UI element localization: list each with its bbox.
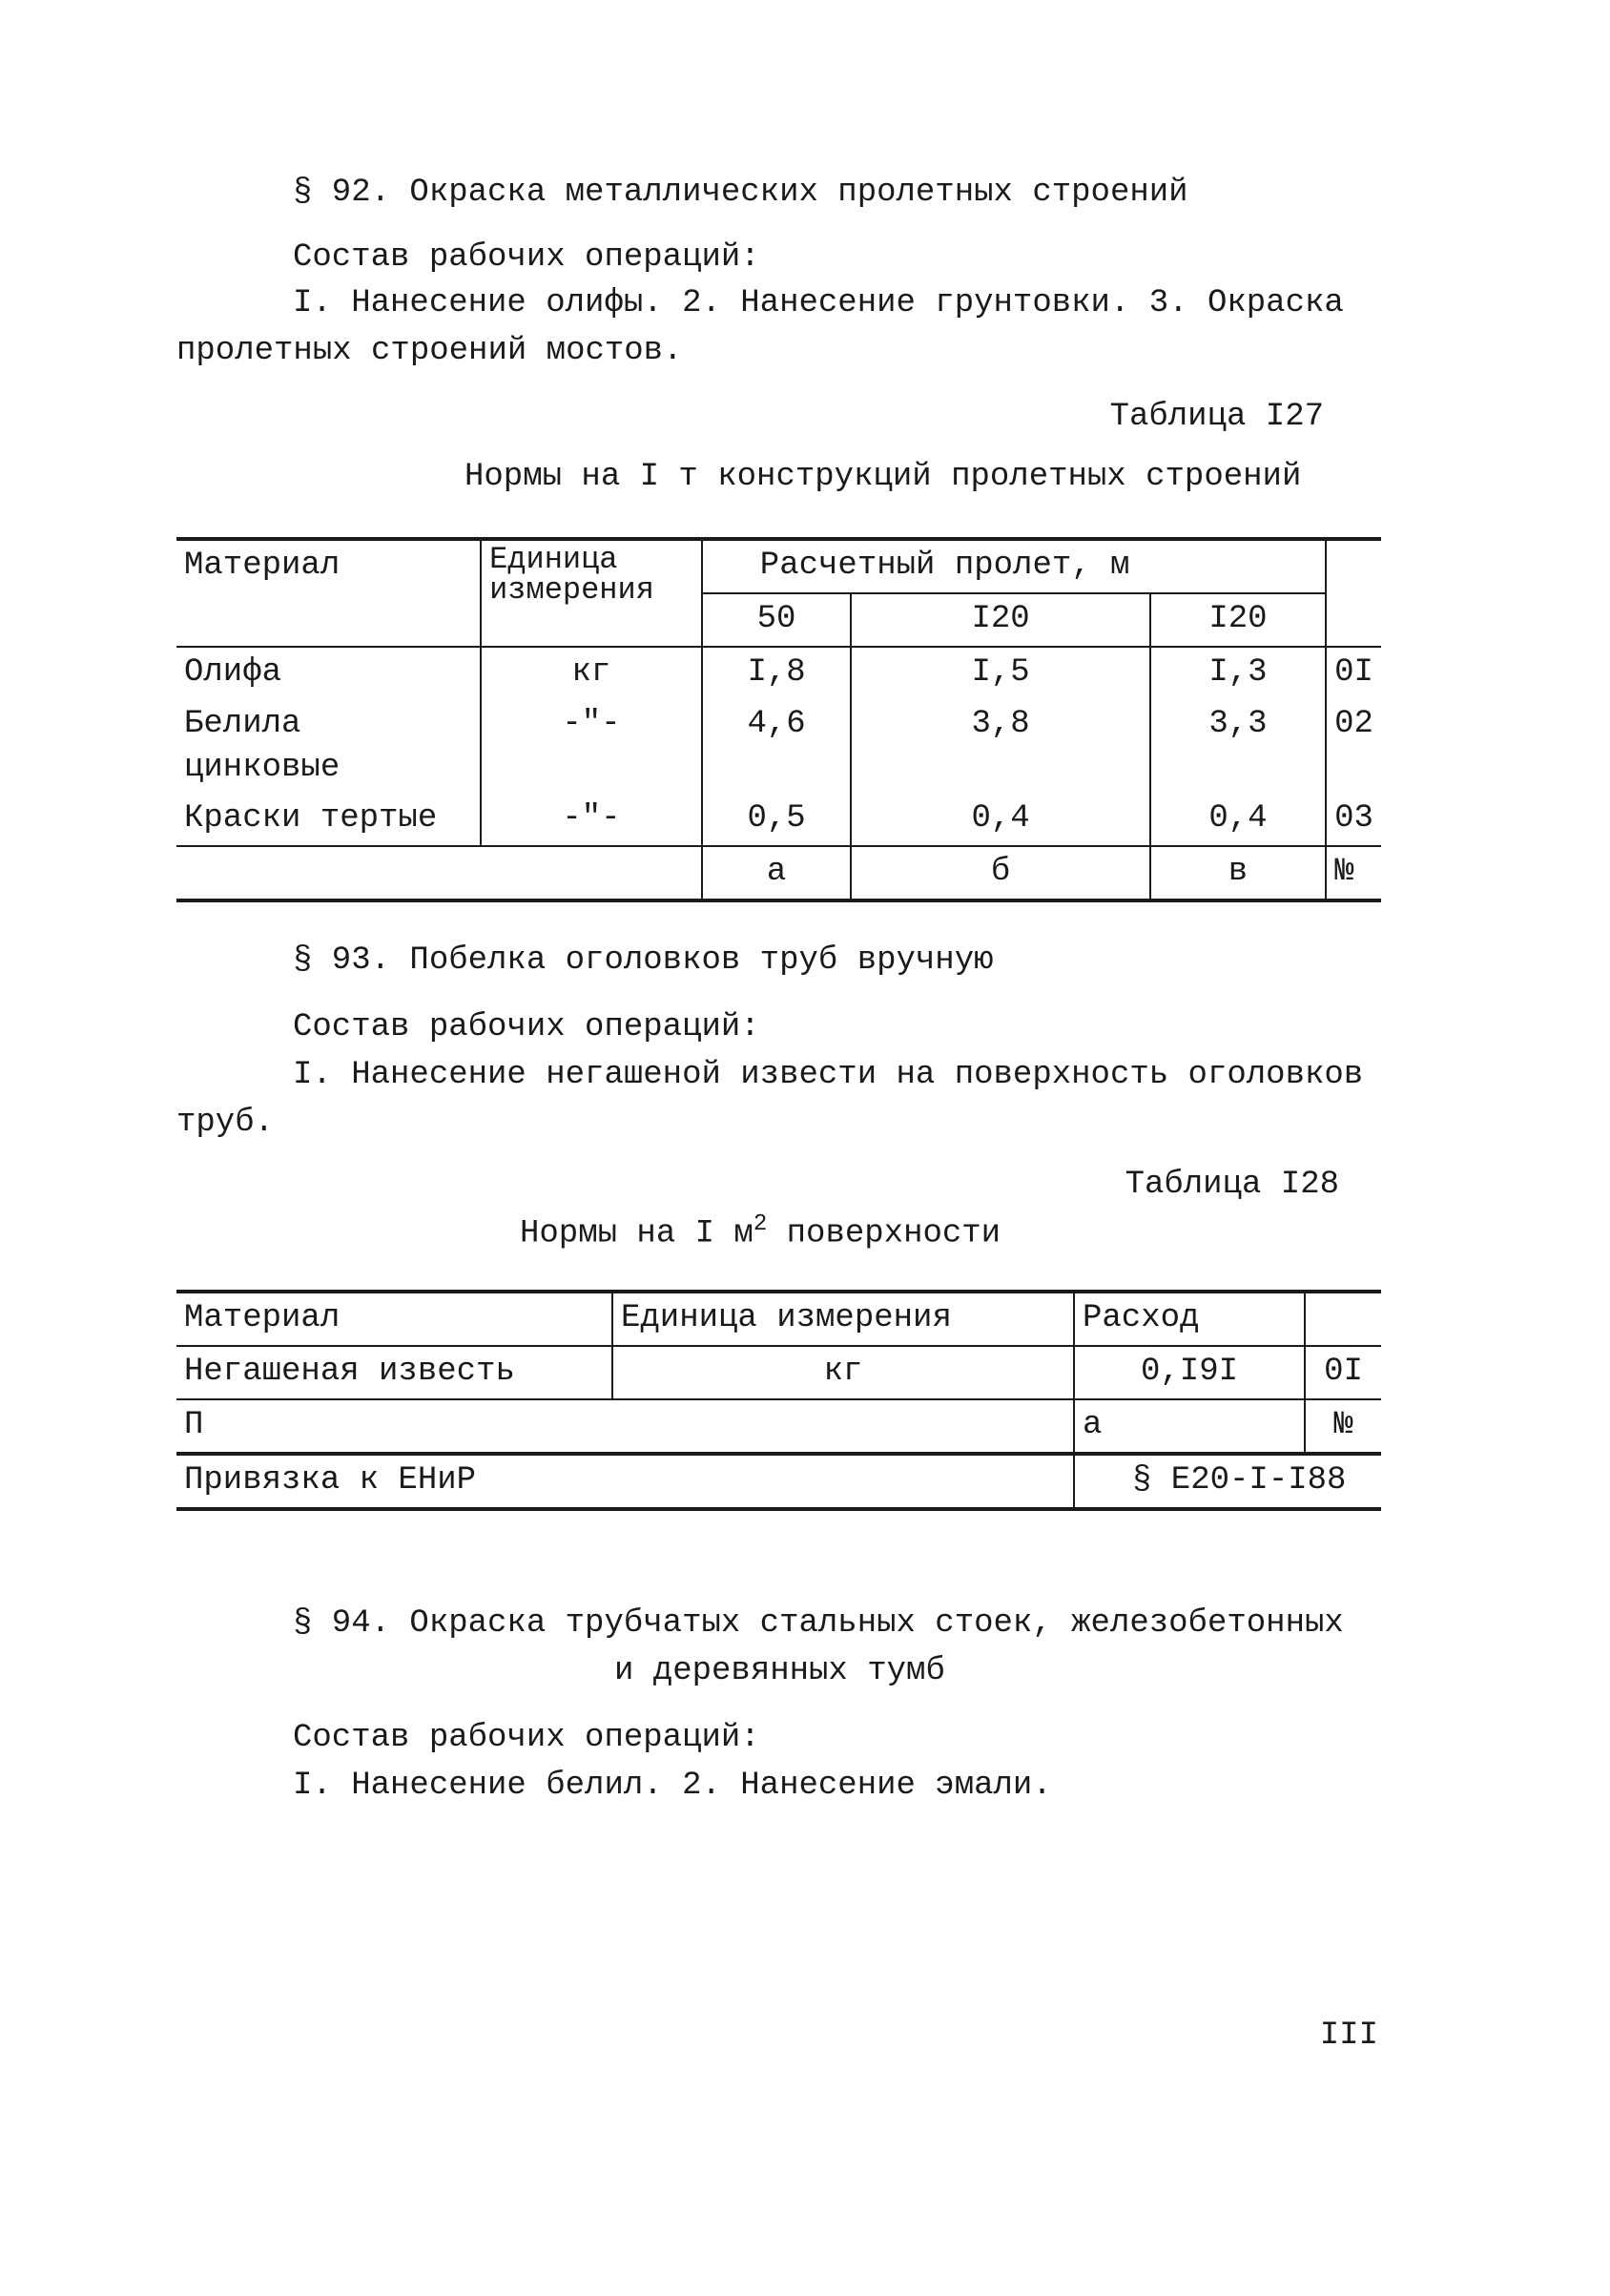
unit-cell: кг xyxy=(481,647,702,699)
footer-blank xyxy=(176,846,481,900)
section-94-title-line2: и деревянных тумб xyxy=(614,1653,945,1689)
page-number: III xyxy=(1319,2017,1378,2054)
material-cell: Белила цинковые xyxy=(184,705,341,786)
link-value-cell: § Е20-I-I88 xyxy=(1074,1454,1381,1509)
value-cell: I,3 xyxy=(1150,647,1326,699)
table-128 xyxy=(176,1290,1381,1511)
code-cell: 03 xyxy=(1326,794,1381,846)
table-row xyxy=(176,699,1381,795)
code-col-blank xyxy=(1326,593,1381,647)
header-material: Материал xyxy=(176,539,481,647)
section-92-ops-line1: I. Нанесение олифы. 2. Нанесение грунтовки. 3. Окраска xyxy=(293,285,1344,321)
table-row xyxy=(176,794,1381,846)
span-col-b: I20 xyxy=(851,593,1150,647)
p-col-cell: а xyxy=(1074,1399,1305,1454)
section-93-ops-line2: труб. xyxy=(176,1105,275,1141)
material-cell: Негашеная известь xyxy=(176,1346,612,1399)
value-cell: 0,5 xyxy=(702,794,852,846)
footer-col-b: б xyxy=(851,846,1150,900)
header-code-blank xyxy=(1305,1292,1381,1346)
table-128-label: Таблица I28 xyxy=(1125,1167,1339,1203)
unit-cell: кг xyxy=(612,1346,1074,1399)
header-rate: Расход xyxy=(1074,1292,1305,1346)
caption-text-end: поверхности xyxy=(767,1215,1001,1252)
value-cell: 3,8 xyxy=(851,699,1150,795)
p-label-cell: П xyxy=(176,1399,1074,1454)
footer-num: № xyxy=(1326,846,1381,900)
material-cell: Олифа xyxy=(184,653,282,691)
section-93-ops-label: Состав рабочих операций: xyxy=(293,1009,760,1045)
section-92-ops-label: Состав рабочих операций: xyxy=(293,239,760,276)
header-material: Материал xyxy=(176,1292,612,1346)
header-code-blank xyxy=(1326,539,1381,593)
value-cell: I,5 xyxy=(851,647,1150,699)
header-unit: Единица измерения xyxy=(612,1292,1074,1346)
table-footer-row xyxy=(176,846,1381,900)
footer-blank xyxy=(481,846,702,900)
code-cell: 02 xyxy=(1326,699,1381,795)
value-cell: 0,4 xyxy=(1150,794,1326,846)
value-cell: 3,3 xyxy=(1150,699,1326,795)
caption-text: Нормы на I м xyxy=(520,1215,753,1252)
span-col-a: 50 xyxy=(702,593,852,647)
section-93-title: § 93. Побелка оголовков труб вручную xyxy=(293,942,994,979)
section-94-title-line1: § 94. Окраска трубчатых стальных стоек, железобетонных xyxy=(293,1605,1344,1642)
footer-col-a: а xyxy=(702,846,852,900)
section-92-title: § 92. Окраска металлических пролетных строений xyxy=(293,175,1188,211)
code-cell: 0I xyxy=(1326,647,1381,699)
unit-cell: -"- xyxy=(481,699,702,795)
span-col-c: I20 xyxy=(1150,593,1326,647)
header-unit: Единица измерения xyxy=(481,539,702,647)
table-row xyxy=(176,1346,1381,1399)
section-94-ops-line1: I. Нанесение белил. 2. Нанесение эмали. xyxy=(293,1768,1052,1804)
table-128-caption xyxy=(520,1210,1001,1256)
value-cell: 0,4 xyxy=(851,794,1150,846)
section-93-ops-line1: I. Нанесение негашеной извести на поверхность оголовков xyxy=(293,1057,1364,1093)
section-94-ops-label: Состав рабочих операций: xyxy=(293,1720,760,1756)
link-label-cell: Привязка к ЕНиР xyxy=(184,1461,477,1499)
table-127 xyxy=(176,537,1381,902)
value-cell: I,8 xyxy=(702,647,852,699)
table-row xyxy=(176,647,1381,699)
header-span: Расчетный пролет, м xyxy=(702,539,1326,593)
caption-superscript: 2 xyxy=(753,1211,768,1237)
rate-cell: 0,I9I xyxy=(1074,1346,1305,1399)
unit-cell: -"- xyxy=(481,794,702,846)
footer-col-c: в xyxy=(1150,846,1326,900)
table-row xyxy=(176,1399,1381,1454)
material-cell: Краски тертые xyxy=(176,794,481,846)
table-127-caption: Нормы на I т конструкций пролетных строений xyxy=(464,459,1302,495)
p-num-cell: № xyxy=(1305,1399,1381,1454)
section-92-ops-line2: пролетных строений мостов. xyxy=(176,333,683,369)
value-cell: 4,6 xyxy=(702,699,852,795)
table-row xyxy=(176,1454,1381,1509)
table-127-label: Таблица I27 xyxy=(1109,399,1324,435)
code-cell: 0I xyxy=(1305,1346,1381,1399)
